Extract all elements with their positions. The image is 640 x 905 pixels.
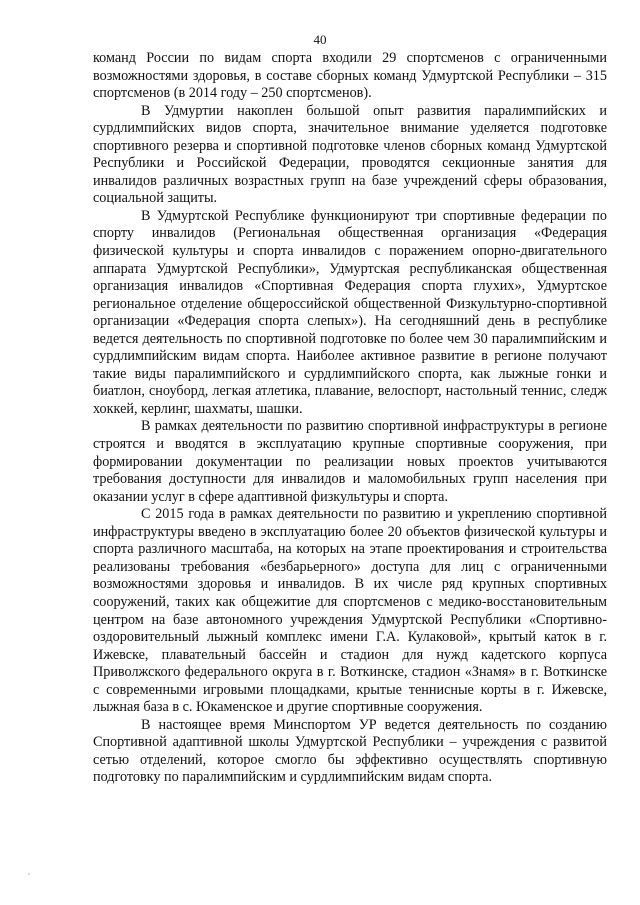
paragraph-infrastructure: В рамках деятельности по развитию спортивной инфраструктуры в регионе строятся и вводятся в эксплуатацию крупные спортивные сооружения, при формировании документации по реализации новых проектов учитываются требования доступности для инвалидов и маломобильных групп населения при оказании услуг в сфере адаптивной физкультуры и спорта.: [93, 418, 607, 505]
paragraph-continuation: команд России по видам спорта входили 29 спортсменов с ограниченными возможностями здоровья, в составе сборных команд Удмуртской Республики – 315 спортсменов (в 2014 году – 250 спортсменов).: [93, 50, 607, 102]
paragraph-federations: В Удмуртской Республике функционируют три спортивные федерации по спорту инвалидов (Региональная общественная организация «Федерация физической культуры и спорта инвалидов с поражением опорно-двигательного аппарата Удмуртской Республики», Удмуртская республиканская общественная организация инвалидов «Спортивная Федерация спорта глухих», Удмуртское региональное отделение общероссийской общественной Физкультурно-спортивной организации «Федерация спорта слепых»). На сегодняшний день в республике ведется деятельность по спортивной подготовке по более чем 30 паралимпийским и сурдлимпийским видам спорта. Наиболее активное развитие в регионе получают такие виды паралимпийского и сурдлимпийского спорта, как лыжные гонки и биатлон, сноуборд, легкая атлетика, плавание, велоспорт, настольный теннис, следж хоккей, керлинг, шахматы, шашки.: [93, 207, 607, 417]
paragraph-adaptive-school: В настоящее время Минспортом УР ведется деятельность по созданию Спортивной адаптивной школы Удмуртской Республики – учреждения с развитой сетью отделений, которое смогло бы эффективно осуществлять спортивную подготовку по паралимпийским и сурдлимпийским видам спорта.: [93, 716, 607, 786]
paragraph-facilities-2015: С 2015 года в рамках деятельности по развитию и укреплению спортивной инфраструктуры введено в эксплуатацию более 20 объектов физической культуры и спорта различного масштаба, на которых на этапе проектирования и строительства реализованы требования «безбарьерного» доступа для лиц с ограниченными возможностями здоровья и инвалидов. В их числе ряд крупных спортивных сооружений, таких как общежитие для спортсменов с медико-восстановительным центром на базе автономного учреждения Удмуртской Республики «Спортивно-оздоровительный лыжный комплекс имени Г.А. Кулаковой», крытый каток в г. Ижевске, плавательный бассейн и стадион для нужд кадетского корпуса Приволжского федерального округа в г. Воткинске, стадион «Знамя» в г. Воткинске с современными игровыми площадками, крытые теннисные корты в г. Ижевске, лыжная база в с. Юкаменское и другие спортивные сооружения.: [93, 506, 607, 716]
scan-speck: [28, 873, 30, 875]
paragraph-experience: В Удмуртии накоплен большой опыт развития паралимпийских и сурдлимпийских видов спорта, значительное внимание уделяется подготовке спортивного резерва и спортивной подготовке членов сборных команд Удмуртской Республики и Российской Федерации, проводятся секционные занятия для инвалидов различных возрастных групп на базе учреждений сферы образования, социальной защиты.: [93, 102, 607, 207]
page-number: 40: [313, 32, 327, 47]
document-body: [93, 50, 607, 787]
